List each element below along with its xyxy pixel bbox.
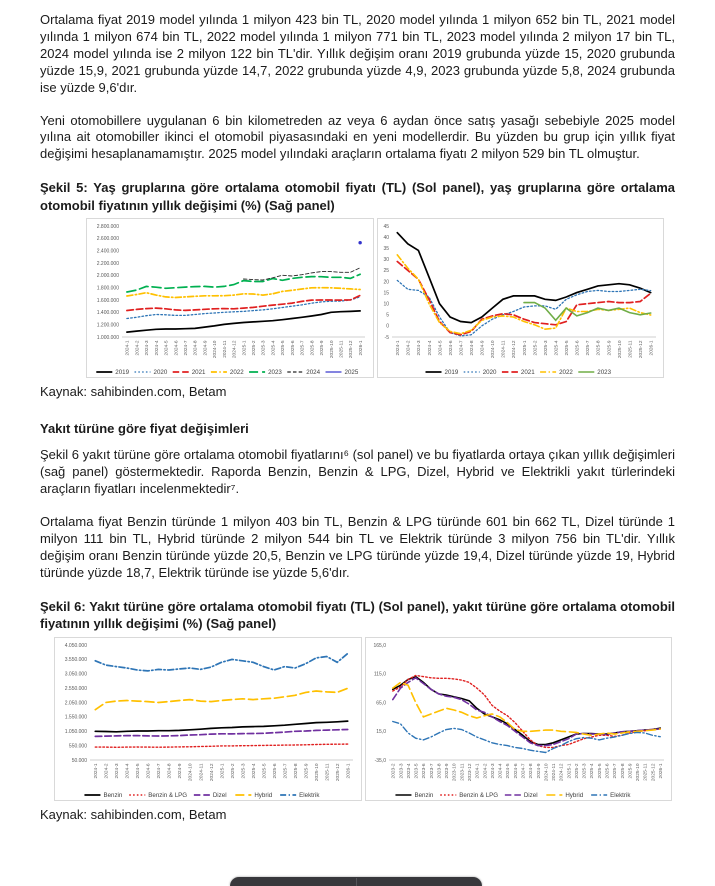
svg-text:2024-8: 2024-8 <box>167 763 173 779</box>
svg-text:2025-3: 2025-3 <box>241 763 247 779</box>
svg-text:2025-7: 2025-7 <box>283 763 289 779</box>
svg-text:2025-3: 2025-3 <box>582 763 588 779</box>
svg-text:2023-7: 2023-7 <box>429 763 435 779</box>
svg-text:Dizel: Dizel <box>523 791 538 799</box>
svg-text:2026-1: 2026-1 <box>346 763 352 779</box>
svg-text:2025-7: 2025-7 <box>585 340 591 356</box>
svg-text:2024-10: 2024-10 <box>213 340 219 359</box>
svg-text:2024-10: 2024-10 <box>543 763 549 781</box>
svg-text:Elektrik: Elektrik <box>299 791 320 799</box>
svg-text:2023-8: 2023-8 <box>436 763 442 779</box>
svg-text:2024-11: 2024-11 <box>551 763 557 781</box>
svg-text:2025-6: 2025-6 <box>272 763 278 779</box>
svg-text:2025-2: 2025-2 <box>532 340 538 356</box>
svg-text:Benzin & LPG: Benzin & LPG <box>458 791 498 799</box>
svg-text:2024-9: 2024-9 <box>480 340 486 356</box>
svg-text:2024-1: 2024-1 <box>94 763 100 779</box>
svg-text:2025-9: 2025-9 <box>606 340 612 356</box>
svg-text:2.050.000: 2.050.000 <box>64 699 87 706</box>
svg-text:2026-1: 2026-1 <box>658 763 664 779</box>
svg-text:1.050.000: 1.050.000 <box>64 728 87 735</box>
svg-text:4.050.000: 4.050.000 <box>64 642 87 649</box>
svg-text:2024-8: 2024-8 <box>469 340 475 356</box>
svg-text:20: 20 <box>382 279 389 286</box>
svg-text:2024-7: 2024-7 <box>157 763 163 779</box>
svg-text:2025-12: 2025-12 <box>349 340 355 359</box>
svg-text:2024-2: 2024-2 <box>135 340 141 356</box>
svg-text:2025-2: 2025-2 <box>252 340 258 356</box>
svg-text:2025-5: 2025-5 <box>281 340 287 356</box>
figure6-caption: Şekil 6: Yakıt türüne göre ortalama otomobil fiyatı (TL) (Sol panel), yakıt türüne göre ortalama otomobil fiyatının yıllık değişimi (%) (Sağ panel) <box>40 598 675 632</box>
svg-text:2023: 2023 <box>268 369 282 377</box>
toolbar-divider <box>356 878 357 886</box>
svg-text:2025-8: 2025-8 <box>596 340 602 356</box>
svg-text:2024-11: 2024-11 <box>199 763 205 781</box>
svg-text:2024-9: 2024-9 <box>178 763 184 779</box>
svg-text:2024-1: 2024-1 <box>395 340 401 356</box>
figure6-left-chart <box>54 637 362 801</box>
svg-text:2025-7: 2025-7 <box>612 763 618 779</box>
svg-text:550.000: 550.000 <box>68 743 87 750</box>
svg-text:2023-3: 2023-3 <box>398 763 404 779</box>
svg-text:2024-6: 2024-6 <box>174 340 180 356</box>
svg-text:0: 0 <box>385 323 389 330</box>
svg-text:3.050.000: 3.050.000 <box>64 671 87 678</box>
svg-text:65,0: 65,0 <box>375 699 386 706</box>
svg-text:2025-2: 2025-2 <box>574 763 580 779</box>
svg-text:2024-12: 2024-12 <box>511 340 517 359</box>
svg-text:2025-9: 2025-9 <box>627 763 633 779</box>
figure6-right-chart <box>365 637 673 801</box>
svg-text:2025-4: 2025-4 <box>553 340 559 356</box>
svg-text:2024-8: 2024-8 <box>193 340 199 356</box>
svg-text:2023-2: 2023-2 <box>391 763 397 779</box>
svg-text:2024-7: 2024-7 <box>458 340 464 356</box>
svg-text:2023-9: 2023-9 <box>444 763 450 779</box>
svg-text:35: 35 <box>382 246 389 253</box>
svg-text:2024-1: 2024-1 <box>125 340 131 356</box>
svg-text:2025-11: 2025-11 <box>325 763 331 781</box>
svg-text:2025-12: 2025-12 <box>336 763 342 781</box>
svg-text:2024-11: 2024-11 <box>222 340 228 358</box>
figure5-left-chart <box>86 218 374 378</box>
svg-text:2023-4: 2023-4 <box>406 763 412 779</box>
svg-text:2021: 2021 <box>191 369 206 377</box>
svg-text:Hybrid: Hybrid <box>564 791 583 799</box>
svg-text:5: 5 <box>385 312 389 319</box>
svg-text:2023-11: 2023-11 <box>459 763 465 781</box>
svg-text:2025-4: 2025-4 <box>251 763 257 779</box>
svg-text:2026-1: 2026-1 <box>649 340 655 356</box>
svg-text:2024: 2024 <box>306 369 321 377</box>
svg-text:1.000.000: 1.000.000 <box>96 335 119 342</box>
svg-text:2024-2: 2024-2 <box>406 340 412 356</box>
svg-text:-5: -5 <box>384 335 389 342</box>
svg-text:2024-10: 2024-10 <box>490 340 496 359</box>
svg-text:2024-7: 2024-7 <box>520 763 526 779</box>
svg-text:2025-11: 2025-11 <box>643 763 649 781</box>
svg-text:2024-4: 2024-4 <box>498 763 504 779</box>
svg-text:2025-8: 2025-8 <box>310 340 316 356</box>
svg-text:2.600.000: 2.600.000 <box>96 236 119 243</box>
svg-text:2025-8: 2025-8 <box>620 763 626 779</box>
svg-text:2024-2: 2024-2 <box>104 763 110 779</box>
svg-text:2024-12: 2024-12 <box>232 340 238 359</box>
svg-text:2024-3: 2024-3 <box>416 340 422 356</box>
svg-text:Dizel: Dizel <box>212 791 227 799</box>
section-heading-fuel-type: Yakıt türüne göre fiyat değişimleri <box>40 421 249 437</box>
svg-text:2021: 2021 <box>520 369 535 377</box>
svg-text:2022: 2022 <box>558 369 573 377</box>
svg-text:2025-10: 2025-10 <box>617 340 623 359</box>
svg-text:2024-11: 2024-11 <box>501 340 507 358</box>
svg-text:2026-1: 2026-1 <box>358 340 364 356</box>
svg-text:2025-12: 2025-12 <box>650 763 656 781</box>
svg-text:2025-6: 2025-6 <box>290 340 296 356</box>
svg-text:2025-9: 2025-9 <box>320 340 326 356</box>
svg-text:2025-2: 2025-2 <box>230 763 236 779</box>
figure-5 <box>86 218 664 378</box>
svg-text:40: 40 <box>382 235 389 242</box>
svg-text:2024-9: 2024-9 <box>536 763 542 779</box>
svg-text:2023-12: 2023-12 <box>467 763 473 781</box>
svg-text:2024-4: 2024-4 <box>125 763 131 779</box>
paragraph-figure6-intro: Şekil 6 yakıt türüne göre ortalama otomobil fiyatlarını⁶ (sol panel) ve bu fiyatlarda ortaya çıkan yıllık değişimleri (sağ panel) göstermektedir. Raporda Benzin, Benzin & LPG, Dizel, Hybrid ve Elektrikli yakıt türlerindeki araçların fiyatları incelenmektedir⁷. <box>40 447 675 497</box>
svg-text:45: 45 <box>382 224 389 231</box>
svg-text:2025-1: 2025-1 <box>220 763 226 779</box>
svg-text:2024-12: 2024-12 <box>209 763 215 781</box>
svg-text:2023-6: 2023-6 <box>421 763 427 779</box>
svg-text:2025-10: 2025-10 <box>314 763 320 781</box>
svg-text:1.550.000: 1.550.000 <box>64 714 87 721</box>
svg-text:25: 25 <box>382 268 389 275</box>
svg-text:2025-7: 2025-7 <box>300 340 306 356</box>
svg-text:15: 15 <box>382 290 389 297</box>
svg-text:2023-10: 2023-10 <box>452 763 458 781</box>
svg-text:2025-5: 2025-5 <box>262 763 268 779</box>
figure-6 <box>54 637 672 801</box>
svg-text:2024-3: 2024-3 <box>145 340 151 356</box>
svg-text:30: 30 <box>382 257 389 264</box>
svg-text:2024-9: 2024-9 <box>203 340 209 356</box>
svg-text:2025-3: 2025-3 <box>543 340 549 356</box>
svg-text:1.800.000: 1.800.000 <box>96 285 119 292</box>
svg-text:2022: 2022 <box>229 369 244 377</box>
svg-text:2.200.000: 2.200.000 <box>96 261 119 268</box>
svg-text:2024-6: 2024-6 <box>513 763 519 779</box>
svg-text:2023: 2023 <box>596 369 611 377</box>
svg-text:2024-4: 2024-4 <box>427 340 433 356</box>
svg-text:2.000.000: 2.000.000 <box>96 273 119 280</box>
paragraph-model-year-prices: Ortalama fiyat 2019 model yılında 1 milyon 423 bin TL, 2020 model yılında 1 milyon 652 bin TL, 2021 model yılında 1 milyon 674 bin TL, 2022 model yılında 1 milyon 771 bin TL, 2023 model yılında 2 milyon 17 bin TL, 2024 model yılında ise 2 milyon 122 bin TL'dir. Yıllık değişim oranı 2019 grubunda yüzde 15, 2020 grubunda yüzde 15,9, 2021 grubunda yüzde 14,7, 2022 grubunda yüzde 4,9, 2023 grubunda yüzde 5,8, 2024 grubunda ise yüzde 9,6'dır. <box>40 12 675 95</box>
svg-text:2024-3: 2024-3 <box>115 763 121 779</box>
svg-text:3.550.000: 3.550.000 <box>64 656 87 663</box>
svg-text:2025-1: 2025-1 <box>566 763 572 779</box>
paragraph-2025-models: Yeni otomobillere uygulanan 6 bin kilometreden az veya 6 aydan önce satış yasağı sebebiyle 2025 model yılına ait otomobiller ikinci el otomobil piyasasındaki en yeni modellerdir. Bu yüzden bu grup için yıllık fiyat değişimi hesaplanamamıştır. 2025 model yılındaki araçların ortalama fiyatı 2 milyon 529 bin TL olmuştur. <box>40 112 675 162</box>
svg-text:165,0: 165,0 <box>372 642 386 649</box>
svg-text:2.550.000: 2.550.000 <box>64 685 87 692</box>
figure5-caption: Şekil 5: Yaş gruplarına göre ortalama otomobil fiyatı (TL) (Sol panel), yaş gruplarına göre ortalama otomobil fiyatının yıllık değişimi (%) (Sağ panel) <box>40 180 675 213</box>
svg-text:2025-11: 2025-11 <box>339 340 345 358</box>
svg-text:115,0: 115,0 <box>373 671 386 678</box>
svg-text:Benzin & LPG: Benzin & LPG <box>148 791 188 799</box>
svg-text:1.200.000: 1.200.000 <box>96 322 119 329</box>
svg-text:2025-10: 2025-10 <box>329 340 335 359</box>
svg-text:2025-6: 2025-6 <box>575 340 581 356</box>
figure5-right-chart <box>377 218 665 378</box>
svg-text:2024-1: 2024-1 <box>475 763 481 779</box>
svg-text:2020: 2020 <box>153 369 168 377</box>
svg-text:2024-8: 2024-8 <box>528 763 534 779</box>
figure6-source: Kaynak: sahibinden.com, Betam <box>40 806 227 822</box>
svg-text:2025-9: 2025-9 <box>304 763 310 779</box>
svg-text:2025-4: 2025-4 <box>589 763 595 779</box>
svg-text:2025: 2025 <box>344 369 359 377</box>
svg-text:2024-7: 2024-7 <box>183 340 189 356</box>
pdf-floating-toolbar[interactable] <box>230 877 482 886</box>
svg-text:2025-3: 2025-3 <box>261 340 267 356</box>
svg-text:2020: 2020 <box>482 369 496 377</box>
svg-text:2025-11: 2025-11 <box>627 340 633 358</box>
svg-text:2025-12: 2025-12 <box>638 340 644 359</box>
svg-text:Elektrik: Elektrik <box>609 791 630 799</box>
svg-text:2.800.000: 2.800.000 <box>96 224 119 231</box>
svg-text:2024-5: 2024-5 <box>164 340 170 356</box>
svg-text:1.400.000: 1.400.000 <box>96 310 119 317</box>
svg-text:2024-5: 2024-5 <box>136 763 142 779</box>
svg-text:Benzin: Benzin <box>103 791 123 799</box>
svg-text:2024-2: 2024-2 <box>482 763 488 779</box>
svg-text:2025-8: 2025-8 <box>293 763 299 779</box>
svg-text:1.600.000: 1.600.000 <box>96 298 119 305</box>
svg-text:2025-1: 2025-1 <box>522 340 528 356</box>
svg-text:Benzin: Benzin <box>413 791 433 799</box>
svg-text:2025-4: 2025-4 <box>271 340 277 356</box>
svg-text:Hybrid: Hybrid <box>254 791 273 799</box>
svg-text:2024-10: 2024-10 <box>188 763 194 781</box>
svg-text:15,0: 15,0 <box>375 728 386 735</box>
svg-text:2024-5: 2024-5 <box>437 340 443 356</box>
svg-text:2025-5: 2025-5 <box>597 763 603 779</box>
svg-text:2024-3: 2024-3 <box>490 763 496 779</box>
svg-text:-35,0: -35,0 <box>374 757 386 764</box>
svg-text:2025-6: 2025-6 <box>605 763 611 779</box>
svg-text:2025-10: 2025-10 <box>635 763 641 781</box>
svg-text:10: 10 <box>382 301 389 308</box>
svg-text:2019: 2019 <box>444 369 458 377</box>
svg-text:2023-5: 2023-5 <box>414 763 420 779</box>
svg-text:2.400.000: 2.400.000 <box>96 248 119 255</box>
svg-text:2025-1: 2025-1 <box>242 340 248 356</box>
svg-text:2024-4: 2024-4 <box>154 340 160 356</box>
svg-text:2024-6: 2024-6 <box>448 340 454 356</box>
svg-text:2024-5: 2024-5 <box>505 763 511 779</box>
svg-text:2024-6: 2024-6 <box>146 763 152 779</box>
figure5-source: Kaynak: sahibinden.com, Betam <box>40 384 227 400</box>
svg-text:50.000: 50.000 <box>71 757 87 764</box>
paragraph-fuel-type-prices: Ortalama fiyat Benzin türünde 1 milyon 403 bin TL, Benzin & LPG türünde 601 bin 662 TL, Dizel türünde 1 milyon 111 bin TL, Hybrid türünde 2 milyon 544 bin TL ve Elektrik türünde 3 milyon 756 bin TL'dir. Yıllık değişim oranı Benzin türünde yüzde 20,5, Benzin ve LPG türünde yüzde 19,4, Dizel türünde yüzde 19, Hybrid türünde yüzde 18,7, Elektrik türünde ise yüzde 5,6'dır. <box>40 513 675 580</box>
svg-text:2024-12: 2024-12 <box>559 763 565 781</box>
svg-text:2025-5: 2025-5 <box>564 340 570 356</box>
svg-text:2019: 2019 <box>115 369 130 377</box>
